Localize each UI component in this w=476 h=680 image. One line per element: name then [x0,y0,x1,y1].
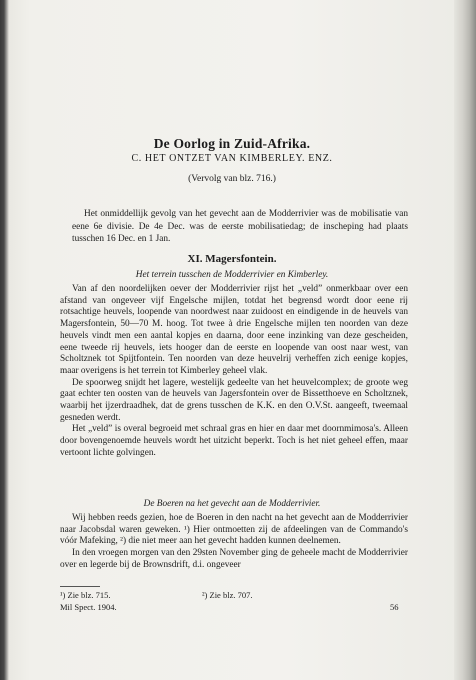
footnote-1: ¹) Zie blz. 715. [60,590,111,600]
section-body [60,284,408,460]
footnote-2: ²) Zie blz. 707. [202,590,253,600]
paragraph: Wij hebben reeds gezien, hoe de Boeren in den nacht na het gevecht aan de Modderrivier naar Jacobsdal waren geweken. ¹) Hier ontmoetten zij de afdeelingen van de Commando's vóór Mafeking, ²) die niet meer aan het gevecht hadden kunnen deelnemen. [60,513,408,547]
paragraph: De spoorweg snijdt het lagere, westelijk gedeelte van het heuvelcomplex; de groote weg gaat echter ten oosten van de heuvels van Jagersfontein over de Bissetthoeve en Scholtznek, waarbij het ijzerdraadhek, dat de grens tusschen de K.K. en den O.V.St. aangeeft, tweemaal gesneden werdt. [60,377,408,423]
document-page [38,120,426,640]
signature-mark: Mil Spect. 1904. [60,602,117,612]
article-subtitle: C. HET ONTZET VAN KIMBERLEY. ENZ. [131,153,333,164]
page-number: 56 [390,602,399,612]
page-edge-shadow [454,0,476,680]
section-subheading: Het terrein tusschen de Modderrivier en Kimberley. [135,270,329,280]
section-subheading-2: De Boeren na het gevecht aan de Modderrivier. [143,499,321,509]
section-heading: XI. Magersfontein. [187,253,277,265]
paragraph: Het „veld” is overal begroeid met schraal gras en hier en daar met doornmimosa's. Alleen door bovengenoemde heuvels wordt het uitzicht beperkt. Toch is het niet geheel effen, maar vertoont lichte golvingen. [60,424,408,458]
intro-paragraph [72,208,408,246]
footnote-rule [60,586,100,587]
article-title: De Oorlog in Zuid-Afrika. [153,136,311,151]
paragraph: Van af den noordelijken oever der Modderrivier rijst het „veld” onmerkbaar over een afstand van ongeveer vijf Engelsche mijlen, totdat het begrensd wordt door eene rij rotsachtige heuvels, loopende van noordwest naar zuidoost en eindigende in de heuvels van Magersfontein, 50—70 M. hoog. Tot twee à drie Engelsche mijlen ten noorden van deze heuvels vindt men een aantal kopjes en daarna, door eene inzinking van deze gescheiden, eene tweede rij heuvels, iets hooger dan de eerste en loopende van oost naar west, van Scholtznek tot Spijtfontein. Ten noorden van deze heuvelrij verheffen zich eenige kopjes, maar overigens is het terrein tot Kimberley geheel vlak. [60,284,408,376]
intro-text: Het onmiddellijk gevolg van het gevecht aan de Modderrivier was de mobilisatie van eene 6e divisie. De 4e Dec. was de eerste mobilisatiedag; de inscheping had plaats tusschen 16 Dec. en 1 Jan. [72,209,408,244]
paragraph: In den vroegen morgen van den 29sten November ging de geheele macht de Modderrivier over en legerde bij de Brownsdrift, d.i. ongeveer [60,548,408,570]
continuation-note: (Vervolg van blz. 716.) [188,174,276,184]
section-body-2 [60,513,408,572]
